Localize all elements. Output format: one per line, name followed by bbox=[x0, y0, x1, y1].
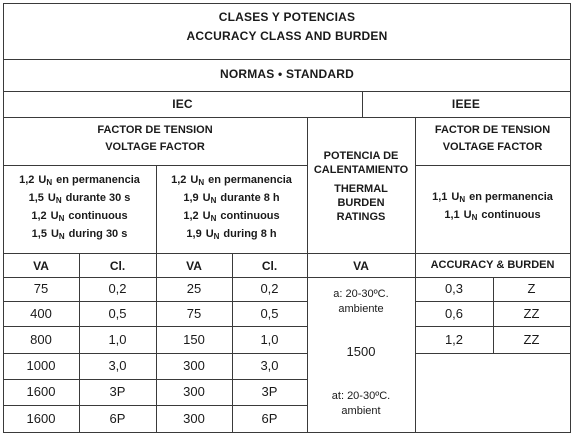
factor-value: 1,5 bbox=[31, 228, 47, 240]
table-title bbox=[3, 10, 571, 44]
thermal-va-header: VA bbox=[353, 259, 369, 273]
table-cell-va2: 300 bbox=[183, 384, 205, 399]
factor-text: durante 8 h bbox=[220, 192, 280, 204]
table-cell-cl2: 6P bbox=[261, 411, 278, 426]
standards-label: NORMAS • STANDARD bbox=[219, 67, 355, 81]
voltage-factor-en: VOLTAGE FACTOR bbox=[442, 140, 543, 153]
voltage-factor-line bbox=[156, 225, 307, 243]
table-cell-va2: 300 bbox=[183, 358, 205, 373]
table-cell-burden: ZZ bbox=[523, 306, 540, 321]
table-cell-burden: ZZ bbox=[523, 332, 540, 347]
table-cell-va1: 400 bbox=[30, 306, 52, 321]
factor-value: 1,5 bbox=[28, 192, 44, 204]
u-symbol: U bbox=[190, 174, 199, 186]
u-subscript: N bbox=[58, 214, 65, 223]
factor-value: 1,2 bbox=[171, 174, 187, 186]
factor-value: 1,9 bbox=[186, 228, 202, 240]
factor-value: 1,2 bbox=[31, 210, 47, 222]
border-top bbox=[3, 3, 571, 4]
note-en-line2: ambient bbox=[341, 404, 381, 417]
cl-header: Cl. bbox=[261, 259, 278, 273]
factor-value: 1,2 bbox=[19, 174, 35, 186]
table-cell-cl1: 3P bbox=[109, 384, 126, 399]
u-symbol: U bbox=[202, 192, 211, 204]
voltage-factor-line bbox=[415, 188, 570, 206]
title-en: ACCURACY CLASS AND BURDEN bbox=[186, 29, 388, 43]
voltage-factor-en: VOLTAGE FACTOR bbox=[105, 140, 205, 153]
table-cell-acc: 0,3 bbox=[444, 281, 464, 296]
voltage-factor-list-ieee bbox=[415, 188, 570, 224]
u-symbol: U bbox=[38, 174, 47, 186]
table-cell-cl2: 0,2 bbox=[260, 281, 279, 296]
factor-text: continuous bbox=[481, 209, 541, 221]
thermal-burden-value: 1500 bbox=[346, 344, 376, 359]
table-cell-burden: Z bbox=[527, 281, 536, 296]
voltage-factor-line bbox=[3, 225, 156, 243]
factor-text: en permanencia bbox=[469, 191, 553, 203]
u-symbol: U bbox=[205, 228, 214, 240]
voltage-factor-list-1 bbox=[3, 171, 156, 243]
table-cell-va1: 75 bbox=[33, 281, 49, 296]
table-cell-cl1: 3,0 bbox=[108, 358, 127, 373]
thermal-es-line1: POTENCIA DE bbox=[323, 150, 399, 162]
table-cell-cl2: 3P bbox=[261, 384, 278, 399]
table-cell-cl1: 0,5 bbox=[108, 306, 127, 321]
table-cell-acc: 1,2 bbox=[444, 332, 464, 347]
table-cell-va2: 75 bbox=[186, 306, 202, 321]
divider bbox=[3, 277, 571, 278]
factor-value: 1,9 bbox=[183, 192, 199, 204]
iec-header: IEC bbox=[172, 97, 193, 111]
ieee-voltage-factor-header bbox=[415, 124, 570, 155]
row-divider bbox=[3, 379, 307, 380]
divider bbox=[3, 253, 571, 254]
table-cell-cl1: 0,2 bbox=[108, 281, 127, 296]
table-cell-cl1: 6P bbox=[109, 411, 126, 426]
table-cell-va1: 1600 bbox=[26, 411, 56, 426]
iec-voltage-factor-header bbox=[3, 124, 307, 155]
u-subscript: N bbox=[210, 196, 217, 205]
table-cell-cl1: 1,0 bbox=[108, 332, 127, 347]
u-subscript: N bbox=[210, 214, 217, 223]
row-divider bbox=[3, 326, 307, 327]
table-cell-va2: 150 bbox=[183, 332, 205, 347]
table-cell-va1: 1600 bbox=[26, 384, 56, 399]
factor-text: en permanencia bbox=[208, 174, 292, 186]
note-en-line1: at: 20-30ºC. bbox=[331, 390, 391, 402]
factor-text: during 30 s bbox=[68, 228, 128, 240]
divider bbox=[3, 117, 571, 118]
u-subscript: N bbox=[213, 232, 220, 241]
table-cell-acc: 0,6 bbox=[444, 306, 464, 321]
u-symbol: U bbox=[202, 210, 211, 222]
note-es-line1: a: 20-30ºC. bbox=[333, 288, 389, 300]
va-header: VA bbox=[186, 259, 202, 273]
table-cell-va1: 1000 bbox=[26, 358, 56, 373]
voltage-factor-es: FACTOR DE TENSION bbox=[434, 124, 551, 136]
u-subscript: N bbox=[46, 178, 53, 187]
thermal-es-line2: CALENTAMIENTO bbox=[313, 164, 409, 177]
voltage-factor-line bbox=[156, 207, 307, 225]
thermal-note-en bbox=[307, 389, 415, 419]
voltage-factor-line bbox=[156, 171, 307, 189]
u-symbol: U bbox=[451, 191, 460, 203]
divider bbox=[3, 165, 307, 166]
note-es-line2: ambiente bbox=[338, 302, 384, 315]
thermal-burden-header bbox=[307, 149, 415, 224]
va-header: VA bbox=[33, 259, 49, 273]
table-cell-va2: 300 bbox=[183, 411, 205, 426]
factor-value: 1,1 bbox=[432, 191, 448, 203]
accuracy-burden-header: ACCURACY & BURDEN bbox=[430, 259, 555, 271]
divider bbox=[415, 165, 571, 166]
factor-value: 1,1 bbox=[444, 209, 460, 221]
factor-text: durante 30 s bbox=[65, 192, 131, 204]
u-subscript: N bbox=[55, 196, 62, 205]
divider bbox=[3, 59, 571, 60]
thermal-en-line1: THERMAL bbox=[334, 182, 388, 195]
thermal-en-line2: BURDEN bbox=[337, 196, 385, 209]
voltage-factor-line bbox=[3, 171, 156, 189]
u-symbol: U bbox=[47, 192, 56, 204]
border-bottom bbox=[3, 432, 571, 433]
divider bbox=[3, 91, 571, 92]
factor-text: en permanencia bbox=[56, 174, 140, 186]
u-symbol: U bbox=[50, 210, 59, 222]
voltage-factor-line bbox=[415, 206, 570, 224]
u-subscript: N bbox=[58, 232, 65, 241]
u-subscript: N bbox=[459, 195, 466, 204]
u-symbol: U bbox=[50, 228, 59, 240]
factor-text: continuous bbox=[68, 210, 128, 222]
row-divider bbox=[3, 405, 307, 406]
voltage-factor-line bbox=[3, 207, 156, 225]
u-symbol: U bbox=[463, 209, 472, 221]
ieee-header: IEEE bbox=[451, 97, 481, 111]
table-cell-cl2: 0,5 bbox=[260, 306, 279, 321]
title-es: CLASES Y POTENCIAS bbox=[218, 10, 356, 24]
row-divider bbox=[3, 353, 307, 354]
row-divider bbox=[3, 301, 307, 302]
factor-text: during 8 h bbox=[223, 228, 277, 240]
table-cell-va2: 25 bbox=[186, 281, 202, 296]
divider bbox=[415, 117, 416, 433]
table-cell-cl2: 1,0 bbox=[260, 332, 279, 347]
u-subscript: N bbox=[198, 178, 205, 187]
voltage-factor-es: FACTOR DE TENSION bbox=[97, 124, 213, 136]
voltage-factor-list-2 bbox=[156, 171, 307, 243]
voltage-factor-line bbox=[156, 189, 307, 207]
cl-header: Cl. bbox=[109, 259, 126, 273]
factor-text: continuous bbox=[220, 210, 280, 222]
thermal-en-line3: RATINGS bbox=[336, 211, 386, 224]
voltage-factor-line bbox=[3, 189, 156, 207]
u-subscript: N bbox=[471, 213, 478, 222]
table-cell-cl2: 3,0 bbox=[260, 358, 279, 373]
table-cell-va1: 800 bbox=[30, 332, 52, 347]
factor-value: 1,2 bbox=[183, 210, 199, 222]
thermal-note-es bbox=[307, 287, 415, 317]
